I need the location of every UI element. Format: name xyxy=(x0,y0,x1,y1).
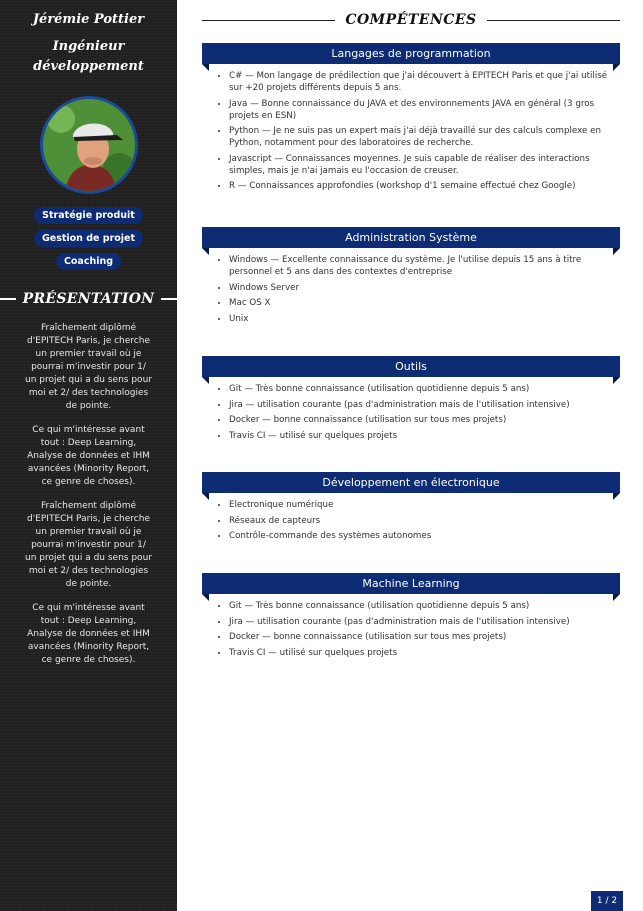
person-name: Jérémie Pottier xyxy=(32,12,145,27)
section-banner: Langages de programmation xyxy=(202,43,620,64)
job-title-line-1: Ingénieur xyxy=(52,39,125,54)
list-item: • Docker — bonne connaissance (utilisation sur tous mes projets) xyxy=(229,414,612,426)
list-item: • Windows — Excellente connaissance du système. Je l'utilise depuis 15 ans à titre personnel et 5 ans dans des contextes d'entreprise xyxy=(229,254,612,278)
competences-title: COMPÉTENCES xyxy=(345,12,477,28)
job-title-line-2: développement xyxy=(33,59,144,74)
list-item: • Windows Server xyxy=(229,282,612,294)
section-outils xyxy=(202,356,620,445)
job-title xyxy=(0,37,177,77)
tag-gestion-de-projet: Gestion de projet xyxy=(34,230,143,247)
main-content xyxy=(177,0,643,911)
list-item: • Git — Très bonne connaissance (utilisation quotidienne depuis 5 ans) xyxy=(229,383,612,395)
section-langages xyxy=(202,43,620,196)
section-administration-systeme xyxy=(202,227,620,328)
section-banner: Machine Learning xyxy=(202,573,620,594)
skill-list xyxy=(202,70,620,192)
list-item: • Docker — bonne connaissance (utilisation sur tous mes projets) xyxy=(229,631,612,643)
tag-strategie-produit: Stratégie produit xyxy=(34,207,143,224)
skill-list xyxy=(202,383,620,442)
avatar-photo-illustration xyxy=(43,99,135,191)
section-banner: Développement en électronique xyxy=(202,472,620,493)
list-item: • Python — Je ne suis pas un expert mais j'ai déjà travaillé sur des calculs complexe en Python, notamment pour des laboratoires de recherche. xyxy=(229,125,612,149)
section-banner: Administration Système xyxy=(202,227,620,248)
list-item: • Git — Très bonne connaissance (utilisation quotidienne depuis 5 ans) xyxy=(229,600,612,612)
list-item: • Travis CI — utilisé sur quelques projets xyxy=(229,647,612,659)
list-item: • R — Connaissances approfondies (workshop d'1 semaine effectué chez Google) xyxy=(229,180,612,192)
list-item: • Electronique numérique xyxy=(229,499,612,511)
presentation-paragraph: Ce qui m'intéresse avant tout : Deep Learning, Analyse de données et IHM avancées (Minority Report, ce genre de choses). xyxy=(27,425,150,487)
presentation-text xyxy=(25,322,152,678)
heading-rule-right xyxy=(487,20,620,21)
avatar xyxy=(40,96,138,194)
list-item: • Travis CI — utilisé sur quelques projets xyxy=(229,430,612,442)
presentation-title: PRÉSENTATION xyxy=(22,291,155,307)
tag-coaching: Coaching xyxy=(56,253,121,270)
skill-list xyxy=(202,499,620,542)
list-item: • Jira — utilisation courante (pas d'administration mais de l'utilisation intensive) xyxy=(229,616,612,628)
section-banner: Outils xyxy=(202,356,620,377)
presentation-heading xyxy=(0,291,177,307)
list-item: • Jira — utilisation courante (pas d'administration mais de l'utilisation intensive) xyxy=(229,399,612,411)
page-indicator: 1 / 2 xyxy=(591,891,623,911)
section-machine-learning xyxy=(202,573,620,662)
list-item: • Unix xyxy=(229,313,612,325)
presentation-paragraph: Fraîchement diplômé d'EPITECH Paris, je cherche un premier travail où je pourrai m'investir pour 1/ un projet qui a du sens pour moi et 2/ des technologies de pointe. xyxy=(25,323,152,411)
list-item: • Javascript — Connaissances moyennes. Je suis capable de réaliser des interactions simples, mais je n'ai jamais eu l'occasion de creuser. xyxy=(229,153,612,177)
skill-list xyxy=(202,254,620,325)
list-item: • Java — Bonne connaissance du JAVA et des environnements JAVA en général (3 gros projets en ESN) xyxy=(229,98,612,122)
section-developpement-electronique xyxy=(202,472,620,546)
heading-rule-left xyxy=(0,298,16,300)
list-item: • Mac OS X xyxy=(229,297,612,309)
list-item: • Réseaux de capteurs xyxy=(229,515,612,527)
sidebar xyxy=(0,0,177,911)
heading-rule-left xyxy=(202,20,335,21)
heading-rule-right xyxy=(161,298,177,300)
presentation-paragraph: Fraîchement diplômé d'EPITECH Paris, je cherche un premier travail où je pourrai m'investir pour 1/ un projet qui a du sens pour moi et 2/ des technologies de pointe. xyxy=(25,501,152,589)
list-item: • C# — Mon langage de prédilection que j'ai découvert à EPITECH Paris et que j'ai utilisé sur +20 projets différents depuis 5 ans. xyxy=(229,70,612,94)
skill-list xyxy=(202,600,620,659)
presentation-paragraph: Ce qui m'intéresse avant tout : Deep Learning, Analyse de données et IHM avancées (Minority Report, ce genre de choses). xyxy=(27,603,150,665)
list-item: • Contrôle-commande des systèmes autonomes xyxy=(229,530,612,542)
skill-tags xyxy=(0,203,177,272)
competences-heading xyxy=(202,12,620,28)
